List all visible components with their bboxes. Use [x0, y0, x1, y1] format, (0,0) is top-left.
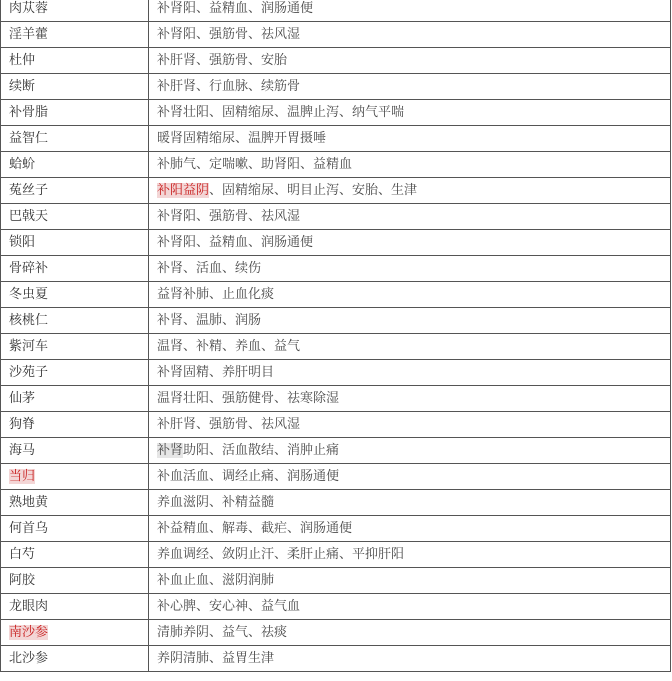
table-row	[1, 0, 671, 22]
herb-effect: 补心脾、安心神、益气血	[149, 594, 671, 620]
herb-name: 益智仁	[1, 126, 149, 152]
herb-effect: 补益精血、解毒、截疟、润肠通便	[149, 516, 671, 542]
table-row	[1, 594, 671, 620]
herb-name: 蛤蚧	[1, 152, 149, 178]
herb-effect	[149, 178, 671, 204]
herb-name: 核桃仁	[1, 308, 149, 334]
table-row	[1, 542, 671, 568]
herb-effect: 养血调经、敛阴止汗、柔肝止痛、平抑肝阳	[149, 542, 671, 568]
herb-effect: 补肝肾、强筋骨、祛风湿	[149, 412, 671, 438]
table-row	[1, 464, 671, 490]
table-row	[1, 360, 671, 386]
herb-effect: 补肾、活血、续伤	[149, 256, 671, 282]
herb-name	[1, 464, 149, 490]
herb-effect: 益肾补肺、止血化痰	[149, 282, 671, 308]
herb-effect: 温肾壮阳、强筋健骨、祛寒除湿	[149, 386, 671, 412]
table-row	[1, 646, 671, 672]
table-row	[1, 100, 671, 126]
table-row	[1, 282, 671, 308]
herb-effect: 温肾、补精、养血、益气	[149, 334, 671, 360]
herb-name	[1, 620, 149, 646]
table-row	[1, 334, 671, 360]
herb-name: 北沙参	[1, 646, 149, 672]
herb-effect: 补肾阳、强筋骨、祛风湿	[149, 22, 671, 48]
herb-effect: 暖肾固精缩尿、温脾开胃摄唾	[149, 126, 671, 152]
table-row	[1, 490, 671, 516]
table-row	[1, 516, 671, 542]
highlighted-text: 补阳益阴	[157, 183, 210, 198]
herb-name: 白芍	[1, 542, 149, 568]
table-row	[1, 126, 671, 152]
highlighted-herb-name: 当归	[9, 469, 36, 484]
highlighted-herb-name: 南沙参	[9, 625, 49, 640]
table-row	[1, 204, 671, 230]
herb-effect: 养血滋阴、补精益髓	[149, 490, 671, 516]
herb-effect: 补肝肾、行血脉、续筋骨	[149, 74, 671, 100]
table-row	[1, 386, 671, 412]
herb-name: 淫羊藿	[1, 22, 149, 48]
effect-text: 助阳、活血散结、消肿止痛	[183, 443, 340, 458]
herb-effect: 补血止血、滋阴润肺	[149, 568, 671, 594]
herb-name: 锁阳	[1, 230, 149, 256]
herb-name: 冬虫夏	[1, 282, 149, 308]
herb-effect: 补血活血、调经止痛、润肠通便	[149, 464, 671, 490]
herb-name: 海马	[1, 438, 149, 464]
herb-name: 巴戟天	[1, 204, 149, 230]
table-row	[1, 568, 671, 594]
table-row	[1, 48, 671, 74]
herb-name: 阿胶	[1, 568, 149, 594]
highlighted-text: 补肾	[157, 443, 184, 458]
table-row	[1, 22, 671, 48]
herb-name: 熟地黄	[1, 490, 149, 516]
herb-effect: 补肾阳、益精血、润肠通便	[149, 230, 671, 256]
herb-name: 仙茅	[1, 386, 149, 412]
herb-effect: 补肾固精、养肝明目	[149, 360, 671, 386]
herb-effect: 补肾阳、强筋骨、祛风湿	[149, 204, 671, 230]
herb-name: 沙苑子	[1, 360, 149, 386]
herb-effect: 补肺气、定喘嗽、助肾阳、益精血	[149, 152, 671, 178]
herb-name: 龙眼肉	[1, 594, 149, 620]
herb-effect: 补肝肾、强筋骨、安胎	[149, 48, 671, 74]
herb-name: 杜仲	[1, 48, 149, 74]
table-row	[1, 74, 671, 100]
herb-name: 紫河车	[1, 334, 149, 360]
table-row	[1, 230, 671, 256]
herb-effect: 补肾阳、益精血、润肠通便	[149, 0, 671, 22]
herb-effect: 补肾壮阳、固精缩尿、温脾止泻、纳气平喘	[149, 100, 671, 126]
herb-effect: 补肾、温肺、润肠	[149, 308, 671, 334]
effect-text: 、固精缩尿、明目止泻、安胎、生津	[209, 183, 418, 198]
herb-name: 续断	[1, 74, 149, 100]
table-row	[1, 308, 671, 334]
table-row	[1, 412, 671, 438]
herb-name: 骨碎补	[1, 256, 149, 282]
herb-effect	[149, 438, 671, 464]
table-row	[1, 256, 671, 282]
herb-effect: 清肺养阴、益气、祛痰	[149, 620, 671, 646]
table-row	[1, 438, 671, 464]
herb-name: 何首乌	[1, 516, 149, 542]
herb-name: 菟丝子	[1, 178, 149, 204]
herb-effect: 养阴清肺、益胃生津	[149, 646, 671, 672]
herb-name: 补骨脂	[1, 100, 149, 126]
herb-name: 狗脊	[1, 412, 149, 438]
herb-name: 肉苁蓉	[1, 0, 149, 22]
table-row	[1, 152, 671, 178]
table-row	[1, 620, 671, 646]
table-row	[1, 178, 671, 204]
